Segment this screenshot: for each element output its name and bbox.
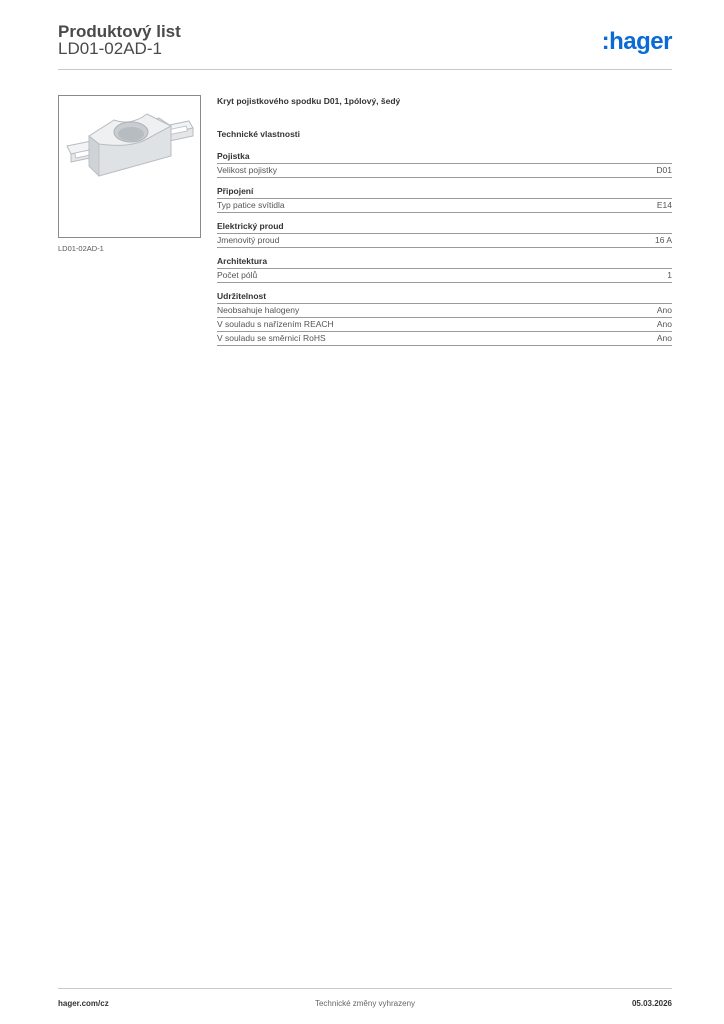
spec-section-connection [217,186,672,213]
spec-section-current [217,221,672,248]
spec-label: Velikost pojistky [217,165,277,175]
spec-row [217,304,672,318]
footer-website-link[interactable]: hager.com/cz [58,999,109,1008]
technical-properties-heading: Technické vlastnosti [217,129,300,139]
section-title: Pojistka [217,151,672,164]
spec-row [217,318,672,332]
spec-value: 1 [667,270,672,280]
spec-label: Typ patice svítidla [217,200,285,210]
document-title: Produktový list [58,22,181,41]
spec-value: E14 [656,200,672,210]
spec-section-sustainability [217,291,672,346]
footer-disclaimer: Technické změny vyhrazeny [314,999,416,1008]
spec-value: Ano [656,305,672,315]
spec-value: D01 [656,165,672,175]
spec-value: Ano [656,333,672,343]
spec-row [217,199,672,213]
spec-label: Neobsahuje halogeny [217,305,300,315]
spec-value: Ano [656,319,672,329]
spec-value: 16 A [654,235,672,245]
hager-logo: :hager [601,28,672,55]
spec-label: Počet pólů [217,270,258,280]
section-title: Udržitelnost [217,291,672,304]
fuse-base-cover-illustration [59,96,200,237]
spec-row [217,234,672,248]
spec-section-fuse [217,151,672,178]
image-caption: LD01-02AD-1 [58,244,104,253]
spec-label: V souladu se směrnicí RoHS [217,333,326,343]
section-title: Architektura [217,256,672,269]
product-description: Kryt pojistkového spodku D01, 1pólový, šedý [217,96,401,106]
spec-row [217,269,672,283]
spec-content [217,96,672,354]
spec-label: V souladu s nařízením REACH [217,319,334,329]
page-header [58,20,672,70]
section-title: Připojení [217,186,672,199]
spec-row [217,332,672,346]
product-image [58,95,201,238]
spec-label: Jmenovitý proud [217,235,280,245]
footer-date: 05.03.2026 [631,999,672,1008]
section-title: Elektrický proud [217,221,672,234]
product-code: LD01-02AD-1 [58,39,162,58]
page-footer [58,988,672,1012]
spec-row [217,164,672,178]
spec-section-architecture [217,256,672,283]
